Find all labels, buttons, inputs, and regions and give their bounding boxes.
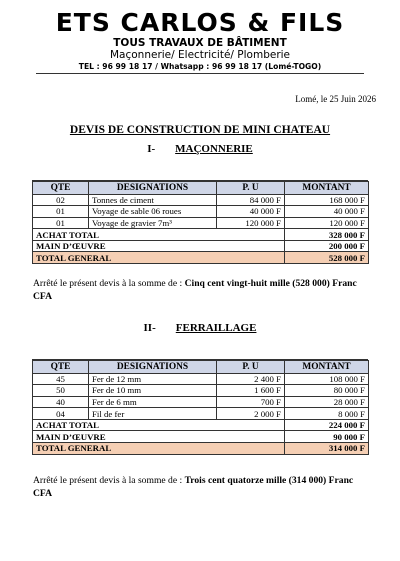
document-date: Lomé, le 25 Juin 2026: [295, 94, 376, 104]
achat-total-value: 328 000 F: [285, 229, 369, 241]
amount-in-words: [33, 277, 373, 303]
achat-total-label: ACHAT TOTAL: [33, 229, 285, 241]
company-name: ETS CARLOS & FILS: [55, 8, 345, 37]
company-contact: TEL : 96 99 18 17 / Whatsapp : 96 99 18 17 (Lomé-TOGO): [78, 62, 322, 71]
main-oeuvre-value: 200 000 F: [285, 240, 369, 252]
main-oeuvre-value: 90 000 F: [285, 431, 369, 443]
section-number: I-: [147, 143, 156, 155]
cell-qte: 02: [33, 194, 89, 206]
table-row: [33, 206, 369, 218]
col-header-qte: QTE: [33, 182, 89, 195]
cell-montant: 28 000 F: [285, 396, 369, 408]
maconnerie-table: [32, 181, 369, 264]
amount-words: Trois cent quatorze mille (314 000) Franc CFA: [33, 475, 354, 499]
total-general-label: TOTAL GENERAL: [33, 443, 285, 455]
achat-total-value: 224 000 F: [285, 419, 369, 431]
cell-pu: 84 000 F: [217, 194, 285, 206]
section-number: II-: [143, 322, 156, 334]
table-header-row: [33, 182, 369, 195]
table-row: [33, 194, 369, 206]
company-subtitle: TOUS TRAVAUX DE BÂTIMENT: [113, 37, 287, 49]
cell-montant: 168 000 F: [285, 194, 369, 206]
section-title-maconnerie: [0, 143, 400, 155]
cell-qte: 50: [33, 385, 89, 397]
main-oeuvre-row: [33, 431, 369, 443]
col-header-designations: DESIGNATIONS: [89, 361, 217, 374]
total-general-value: 528 000 F: [285, 252, 369, 264]
amount-words: Cinq cent vingt-huit mille (528 000) Franc CFA: [33, 278, 357, 302]
main-oeuvre-row: [33, 240, 369, 252]
col-header-qte: QTE: [33, 361, 89, 374]
total-general-value: 314 000 F: [285, 443, 369, 455]
table-row: [33, 373, 369, 385]
achat-total-label: ACHAT TOTAL: [33, 419, 285, 431]
cell-qte: 04: [33, 408, 89, 420]
cell-qte: 45: [33, 373, 89, 385]
cell-montant: 40 000 F: [285, 206, 369, 218]
col-header-designations: DESIGNATIONS: [89, 182, 217, 195]
cell-montant: 120 000 F: [285, 217, 369, 229]
achat-total-row: [33, 419, 369, 431]
cell-qte: 40: [33, 396, 89, 408]
total-general-row: [33, 252, 369, 264]
table-row: [33, 408, 369, 420]
cell-designation: Fer de 6 mm: [89, 396, 217, 408]
section-name: FERRAILLAGE: [175, 322, 257, 334]
cell-qte: 01: [33, 206, 89, 218]
cell-designation: Voyage de gravier 7m³: [89, 217, 217, 229]
table-row: [33, 217, 369, 229]
cell-pu: 2 000 F: [217, 408, 285, 420]
cell-montant: 80 000 F: [285, 385, 369, 397]
cell-designation: Fer de 12 mm: [89, 373, 217, 385]
amount-prefix: Arrêté le présent devis à la somme de :: [33, 278, 185, 289]
section-name: MAÇONNERIE: [175, 143, 253, 155]
cell-pu: 120 000 F: [217, 217, 285, 229]
company-services: Maçonnerie/ Electricité/ Plomberie: [109, 49, 291, 61]
col-header-montant: MONTANT: [285, 361, 369, 374]
cell-designation: Fer de 10 mm: [89, 385, 217, 397]
table-row: [33, 385, 369, 397]
col-header-montant: MONTANT: [285, 182, 369, 195]
cell-designation: Voyage de sable 06 roues: [89, 206, 217, 218]
col-header-pu: P. U: [217, 182, 285, 195]
amount-in-words: [33, 474, 373, 500]
cell-pu: 1 600 F: [217, 385, 285, 397]
main-oeuvre-label: MAIN D’ŒUVRE: [33, 240, 285, 252]
amount-prefix: Arrêté le présent devis à la somme de :: [33, 475, 185, 486]
cell-qte: 01: [33, 217, 89, 229]
table-row: [33, 396, 369, 408]
cell-pu: 40 000 F: [217, 206, 285, 218]
cell-pu: 700 F: [217, 396, 285, 408]
cell-pu: 2 400 F: [217, 373, 285, 385]
col-header-pu: P. U: [217, 361, 285, 374]
document-title: DEVIS DE CONSTRUCTION DE MINI CHATEAU: [69, 124, 331, 136]
table-header-row: [33, 361, 369, 374]
section-title-ferraillage: [0, 322, 400, 334]
achat-total-row: [33, 229, 369, 241]
ferraillage-table: [32, 360, 369, 455]
total-general-row: [33, 443, 369, 455]
cell-designation: Fil de fer: [89, 408, 217, 420]
total-general-label: TOTAL GENERAL: [33, 252, 285, 264]
cell-montant: 108 000 F: [285, 373, 369, 385]
cell-designation: Tonnes de ciment: [89, 194, 217, 206]
cell-montant: 8 000 F: [285, 408, 369, 420]
header-divider: [36, 73, 364, 74]
main-oeuvre-label: MAIN D’ŒUVRE: [33, 431, 285, 443]
